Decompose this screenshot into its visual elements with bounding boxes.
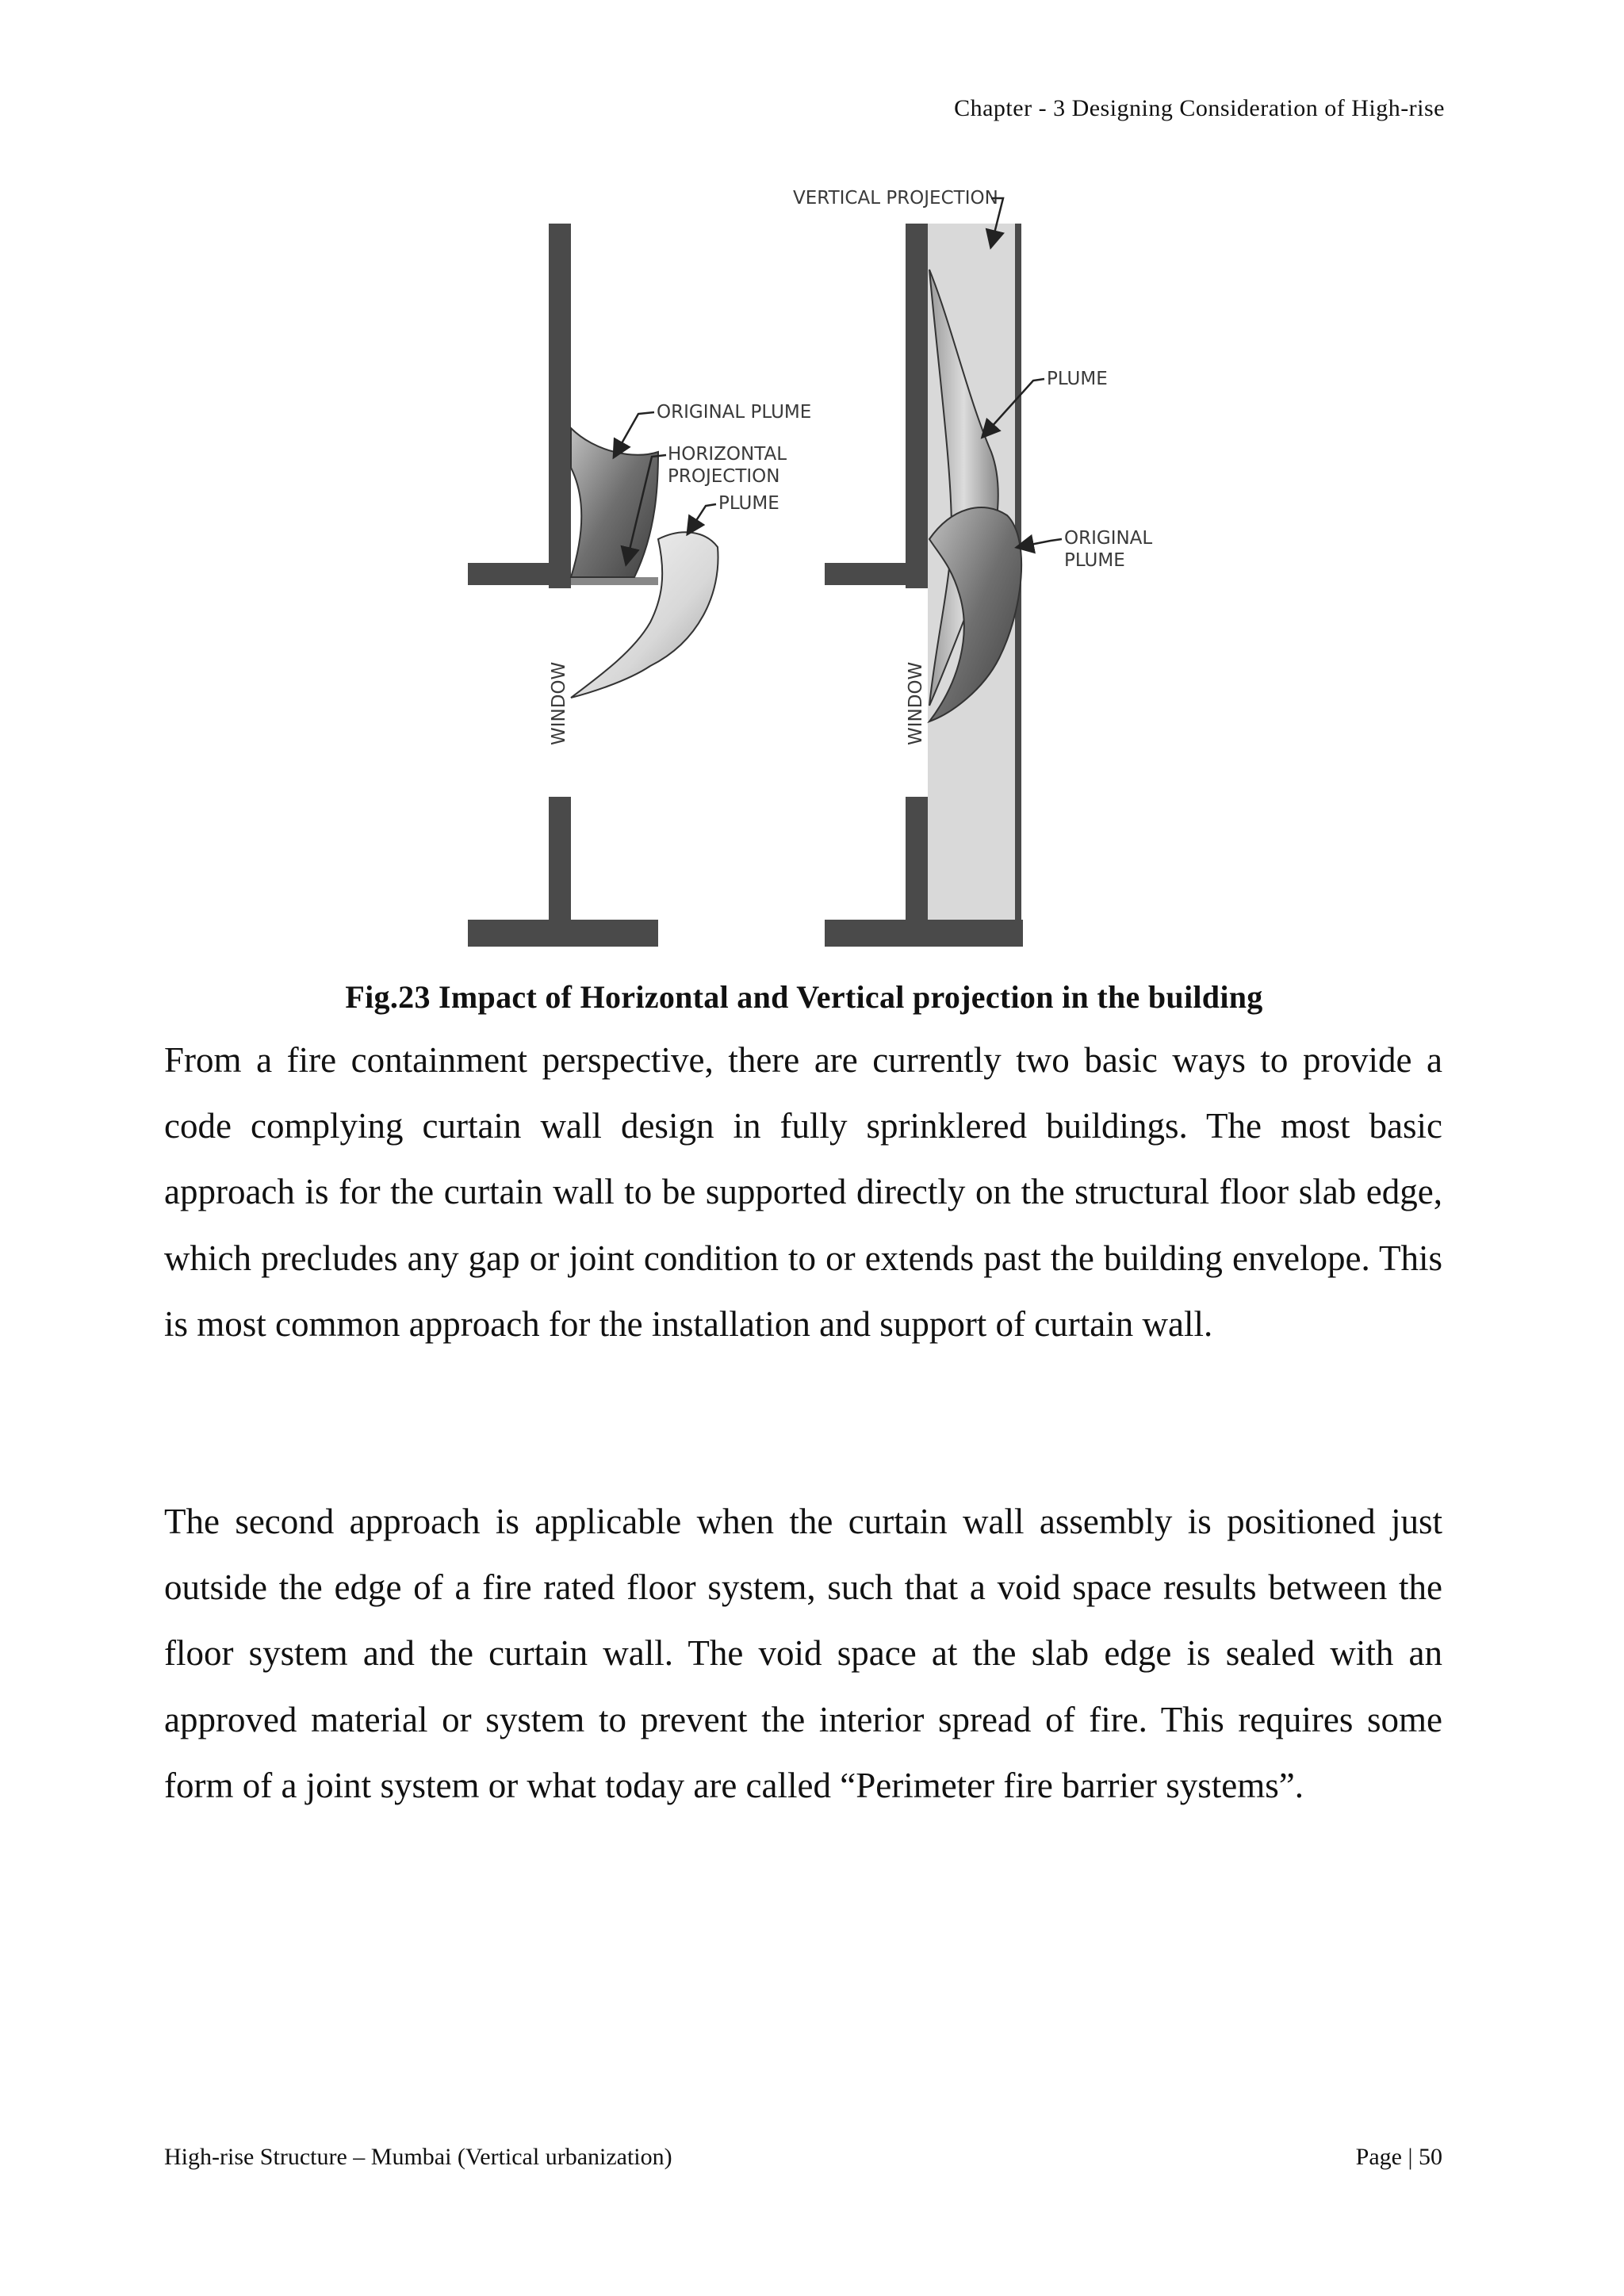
window-label-right: WINDOW	[906, 661, 926, 745]
original-plume-label-left: ORIGINAL PLUME	[657, 402, 812, 423]
right-diagram	[793, 188, 1152, 947]
vertical-projection-label: VERTICAL PROJECTION	[793, 188, 998, 209]
page-number: Page | 50	[1355, 2144, 1442, 2170]
projection-label: PROJECTION	[668, 466, 780, 487]
paragraph-1: From a fire containment perspective, there are currently two basic ways to provide a code complying curtain wall design in fully sprinklered buildings. The most basic approach is for the curtain wall to be supported directly on the structural floor slab edge, which precludes any gap or joint condition to or extends past the building envelope. This is most common approach for the installation and support of curtain wall.	[164, 1040, 1442, 1344]
plume-label-left: PLUME	[718, 493, 779, 514]
left-diagram	[468, 224, 811, 947]
plume-label-right: PLUME	[1047, 369, 1108, 389]
paragraph-2: The second approach is applicable when the curtain wall assembly is positioned just outside the edge of a fire rated floor system, such that a void space results between the floor system and the curtain wall. The void space at the slab edge is sealed with an approved material or system to prevent the interior spread of fire. This requires some form of a joint system or what today are called “Perimeter fire barrier systems”.	[164, 1502, 1442, 1805]
projection-figure	[444, 166, 1189, 959]
original-plume-label-right-1: ORIGINAL	[1064, 528, 1153, 549]
window-label-left: WINDOW	[549, 661, 569, 745]
footer-title: High-rise Structure – Mumbai (Vertical urbanization)	[164, 2144, 672, 2170]
figure-caption: Fig.23 Impact of Horizontal and Vertical projection in the building	[345, 979, 1263, 1015]
horizontal-label: HORIZONTAL	[668, 444, 787, 465]
original-plume-label-right-2: PLUME	[1064, 550, 1125, 571]
chapter-header: Chapter - 3 Designing Consideration of High-rise	[954, 95, 1445, 121]
